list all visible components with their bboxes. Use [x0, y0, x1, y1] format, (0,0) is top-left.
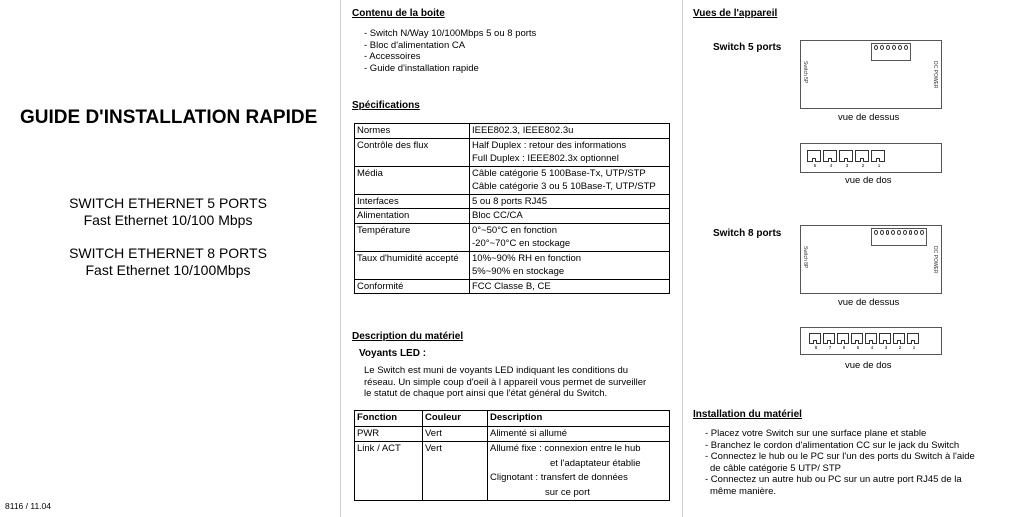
- list-item: - Placez votre Switch sur une surface plane et stable: [705, 428, 927, 439]
- led-description: [488, 442, 670, 501]
- port-number: 2: [861, 163, 865, 168]
- caption-top-view: vue de dessus: [838, 112, 900, 123]
- port-row: [807, 150, 887, 162]
- rj45-port: [871, 150, 885, 162]
- led-function: PWR: [355, 426, 423, 442]
- spec-label: Normes: [357, 125, 391, 136]
- column-header: Fonction: [355, 411, 423, 427]
- port-number: 4: [829, 163, 833, 168]
- table-row: [355, 124, 670, 139]
- list-item: même manière.: [710, 485, 776, 497]
- port-number: 3: [884, 345, 888, 350]
- spec-value: FCC Classe B, CE: [472, 280, 551, 292]
- spec-value: Câble catégorie 3 ou 5 10Base-T, UTP/STP: [472, 181, 656, 192]
- rj45-port: [809, 333, 821, 344]
- port-number: 2: [898, 345, 902, 350]
- port-number: 1: [877, 163, 881, 168]
- rj45-port: [837, 333, 849, 344]
- description-line: et l'adaptateur établie: [550, 457, 641, 469]
- led-panel: [871, 228, 927, 246]
- port-number: 1: [912, 345, 916, 350]
- led-description: Alimenté si allumé: [488, 426, 670, 442]
- section-heading-views: Vues de l'appareil: [693, 8, 778, 19]
- led-description: [364, 365, 646, 400]
- rj45-port: [865, 333, 877, 344]
- list-item: - Accessoires: [364, 51, 421, 62]
- spec-value: Bloc CC/CA: [472, 210, 523, 221]
- column-divider: [682, 0, 683, 517]
- table-row: [355, 166, 670, 194]
- side-marking: Switch 8P: [802, 246, 808, 269]
- caption-top-view: vue de dessus: [838, 297, 900, 308]
- section-heading-contents: Contenu de la boite: [352, 8, 445, 19]
- table-row: [355, 426, 670, 442]
- section-heading-hardware: Description du matériel: [352, 331, 464, 342]
- spec-label: Alimentation: [357, 210, 410, 221]
- table-row: [355, 279, 670, 294]
- description-line: Clignotant : transfert de données: [490, 472, 628, 483]
- rj45-port: [879, 333, 891, 344]
- switch5-top-view: [800, 40, 942, 109]
- caption-back-view: vue de dos: [845, 360, 892, 371]
- description-line: sur ce port: [545, 486, 590, 498]
- spec-label: Conformité: [357, 280, 404, 292]
- rj45-port: [907, 333, 919, 344]
- spec-value: Half Duplex : retour des informations: [472, 139, 627, 151]
- table-row: [355, 194, 670, 209]
- rj45-port: [839, 150, 853, 162]
- spec-value: Câble catégorie 5 100Base-Tx, UTP/STP: [472, 167, 646, 179]
- rj45-port: [893, 333, 905, 344]
- table-row: [355, 442, 670, 501]
- port-number: 5: [813, 163, 817, 168]
- switch5-back-view: [800, 143, 942, 173]
- rj45-port: [823, 333, 835, 344]
- paragraph-line: réseau. Un simple coup d'oeil à l appareil vous permet de surveiller: [364, 376, 647, 388]
- contents-list: [364, 28, 536, 74]
- document-reference: 8116 / 11.04: [5, 501, 52, 511]
- spec-value: 0°~50°C en fonction: [472, 224, 557, 236]
- page-title: GUIDE D'INSTALLATION RAPIDE: [20, 107, 318, 128]
- table-row: [355, 138, 670, 166]
- column-header: Description: [488, 411, 670, 427]
- rj45-port: [823, 150, 837, 162]
- list-item: - Branchez le cordon d'alimentation CC sur le jack du Switch: [705, 439, 960, 451]
- switch8-back-view: [800, 327, 942, 355]
- paragraph-line: Le Switch est muni de voyants LED indiquant les conditions du: [364, 365, 629, 376]
- section-heading-specs: Spécifications: [352, 100, 420, 111]
- list-item: - Bloc d'alimentation CA: [364, 39, 466, 51]
- column-header: Couleur: [423, 411, 488, 427]
- side-marking: Switch 5P: [802, 61, 808, 84]
- rj45-port: [851, 333, 863, 344]
- switch8-label: Switch 8 ports: [713, 228, 782, 239]
- switch5-label: Switch 5 ports: [713, 42, 782, 53]
- caption-back-view: vue de dos: [845, 175, 892, 186]
- paragraph-line: le statut de chaque port ainsi que l'état général du Switch.: [364, 388, 608, 399]
- spec-value: Full Duplex : IEEE802.3x optionnel: [472, 153, 619, 164]
- product-line-3: SWITCH ETHERNET 8 PORTS: [69, 245, 267, 261]
- spec-value: 5%~90% en stockage: [472, 266, 565, 277]
- port-number: 5: [856, 345, 860, 350]
- port-number: 4: [870, 345, 874, 350]
- spec-label: Interfaces: [357, 195, 399, 207]
- rj45-port: [855, 150, 869, 162]
- product-line-1: SWITCH ETHERNET 5 PORTS: [69, 195, 267, 211]
- port-number: 6: [842, 345, 846, 350]
- spec-label: Taux d'humidité accepté: [357, 252, 459, 264]
- list-item: - Connectez un autre hub ou PC sur un autre port RJ45 de la: [705, 474, 962, 485]
- installation-steps: [705, 428, 975, 497]
- switch8-top-view: [800, 225, 942, 294]
- led-subheading: Voyants LED :: [359, 348, 427, 359]
- spec-value: 10%~90% RH en fonction: [472, 252, 582, 264]
- spec-label: Média: [357, 167, 383, 179]
- led-table: [354, 410, 670, 501]
- spec-label: Contrôle des flux: [357, 139, 429, 151]
- product-line-2: Fast Ethernet 10/100 Mbps: [83, 212, 253, 228]
- list-item: de câble catégorie 5 UTP/ STP: [710, 462, 841, 474]
- rj45-port: [807, 150, 821, 162]
- list-item: - Switch N/Way 10/100Mbps 5 ou 8 ports: [364, 28, 537, 39]
- port-numbers: [809, 345, 921, 350]
- table-row: [355, 209, 670, 224]
- list-item: - Connectez le hub ou le PC sur l'un des ports du Switch à l'aide: [705, 451, 975, 462]
- led-color: Vert: [423, 442, 488, 501]
- spec-value: IEEE802.3, IEEE802.3u: [472, 125, 574, 136]
- specs-table: [354, 123, 670, 294]
- led-color: Vert: [423, 426, 488, 442]
- description-line: Allumé fixe : connexion entre le hub: [490, 443, 641, 454]
- port-row: [809, 333, 921, 344]
- spec-value: 5 ou 8 ports RJ45: [472, 195, 547, 207]
- table-row: [355, 251, 670, 279]
- list-item: - Guide d'installation rapide: [364, 62, 479, 74]
- product-line-4: Fast Ethernet 10/100Mbps: [85, 262, 251, 278]
- table-header-row: [355, 411, 670, 427]
- port-number: 7: [828, 345, 832, 350]
- led-panel: [871, 43, 911, 61]
- column-divider: [340, 0, 341, 517]
- port-number: 3: [845, 163, 849, 168]
- spec-value: -20°~70°C en stockage: [472, 238, 571, 249]
- port-number: 8: [814, 345, 818, 350]
- table-row: [355, 223, 670, 251]
- side-marking: DC POWER: [932, 61, 938, 89]
- side-marking: DC POWER: [932, 246, 938, 274]
- led-function: Link / ACT: [355, 442, 423, 501]
- spec-label: Température: [357, 224, 411, 236]
- section-heading-installation: Installation du matériel: [693, 409, 802, 420]
- port-numbers: [807, 163, 887, 168]
